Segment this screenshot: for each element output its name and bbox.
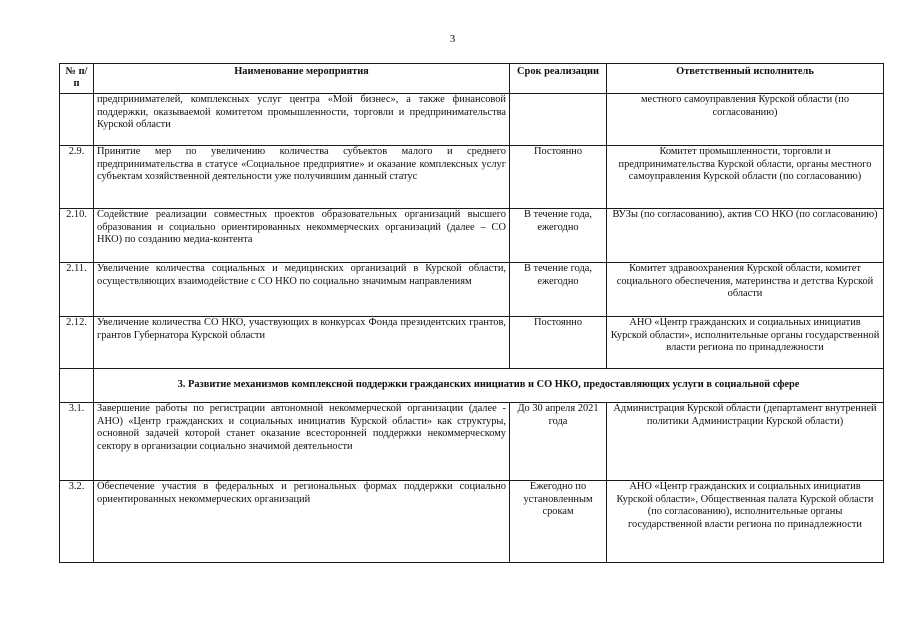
events-table xyxy=(59,63,884,563)
row-name: Содействие реализации совместных проектов образовательных организаций высшего образования и социально ориентированных некоммерческих организаций (далее – СО НКО) по созданию медиа-контента xyxy=(94,209,510,263)
row-name: Завершение работы по регистрации автономной некоммерческой организации (далее - АНО) «Центр гражданских и социальных инициатив Курской области» как структуры, основной задачей которой станет оказание всесторонней поддержки некоммерческому сектору в организации социально значимой деятельности xyxy=(94,403,510,481)
row-num: 3.1. xyxy=(60,403,94,481)
row-executor: АНО «Центр гражданских и социальных инициатив Курской области», Общественная палата Курской области (по согласованию), исполнительные органы государственной власти региона по принадлежности xyxy=(607,481,884,563)
row-term: До 30 апреля 2021 года xyxy=(510,403,607,481)
table-row xyxy=(60,146,884,209)
row-name: предпринимателей, комплексных услуг центра «Мой бизнес», а также финансовой поддержки, оказываемой комитетом промышленности, торговли и предпринимательства Курской области xyxy=(94,94,510,146)
row-num: 3.2. xyxy=(60,481,94,563)
row-term: В течение года, ежегодно xyxy=(510,263,607,317)
table-row xyxy=(60,403,884,481)
row-num: 2.10. xyxy=(60,209,94,263)
table-row xyxy=(60,209,884,263)
row-num: 2.11. xyxy=(60,263,94,317)
table-row xyxy=(60,317,884,369)
section-num xyxy=(60,369,94,403)
row-executor: ВУЗы (по согласованию), актив СО НКО (по согласованию) xyxy=(607,209,884,263)
row-executor: местного самоуправления Курской области (по согласованию) xyxy=(607,94,884,146)
header-num: № п/п xyxy=(60,64,94,94)
row-num: 2.9. xyxy=(60,146,94,209)
row-term xyxy=(510,94,607,146)
section-row xyxy=(60,369,884,403)
row-name: Принятие мер по увеличению количества субъектов малого и среднего предпринимательства в статусе «Социальное предприятие» и оказание комплексных услуг субъектам хозяйственной деятельности уже получившим данный статус xyxy=(94,146,510,209)
table-row xyxy=(60,263,884,317)
row-term: В течение года, ежегодно xyxy=(510,209,607,263)
header-executor: Ответственный исполнитель xyxy=(607,64,884,94)
row-name: Обеспечение участия в федеральных и региональных формах поддержки социально ориентированных некоммерческих организаций xyxy=(94,481,510,563)
row-num: 2.12. xyxy=(60,317,94,369)
row-name: Увеличение количества СО НКО, участвующих в конкурсах Фонда президентских грантов, грантов Губернатора Курской области xyxy=(94,317,510,369)
header-name: Наименование мероприятия xyxy=(94,64,510,94)
row-name: Увеличение количества социальных и медицинских организаций в Курской области, осуществляющих взаимодействие с СО НКО по социально значимым направлениям xyxy=(94,263,510,317)
row-term: Постоянно xyxy=(510,317,607,369)
row-term: Ежегодно по установленным срокам xyxy=(510,481,607,563)
row-term: Постоянно xyxy=(510,146,607,209)
row-num xyxy=(60,94,94,146)
row-executor: Администрация Курской области (департамент внутренней политики Администрации Курской области) xyxy=(607,403,884,481)
table-row xyxy=(60,481,884,563)
row-executor: Комитет промышленности, торговли и предпринимательства Курской области, органы местного самоуправления Курской области (по согласованию) xyxy=(607,146,884,209)
row-executor: АНО «Центр гражданских и социальных инициатив Курской области», исполнительные органы государственной власти региона по принадлежности xyxy=(607,317,884,369)
table-header-row xyxy=(60,64,884,94)
page-number: 3 xyxy=(449,33,456,45)
row-executor: Комитет здравоохранения Курской области, комитет социального обеспечения, материнства и детства Курской области xyxy=(607,263,884,317)
section-title: 3. Развитие механизмов комплексной поддержки гражданских инициатив и СО НКО, предоставляющих услуги в социальной сфере xyxy=(94,369,884,403)
table-row-continued xyxy=(60,94,884,146)
header-term: Срок реализации xyxy=(510,64,607,94)
